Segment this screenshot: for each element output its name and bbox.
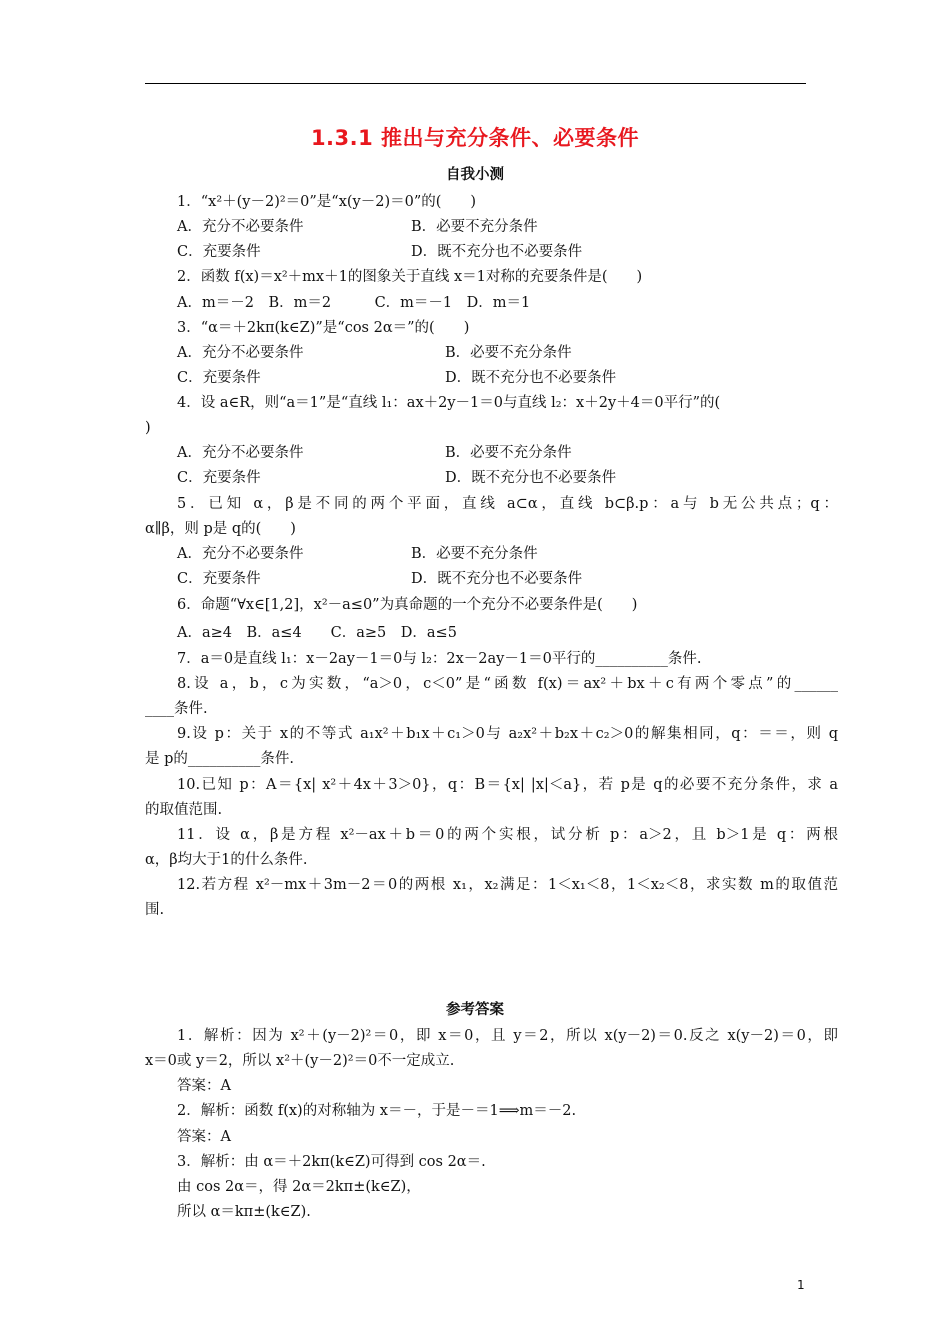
q5-option-d: D．既不充分也不必要条件	[411, 571, 583, 587]
q8-line2: ____条件.	[145, 701, 208, 717]
q12-line2: 围.	[145, 902, 165, 918]
page-number: 1	[797, 1278, 805, 1292]
q10-line1: 10.已知 p：A＝{x| x²＋4x＋3＞0}，q：B＝{x| |x|＜a}，若 p是 q的必要不充分条件，求 a	[177, 777, 838, 793]
q10-line2: 的取值范围.	[145, 802, 223, 818]
q6-options: A．a≥4 B．a≤4 C．a≥5 D．a≤5	[177, 625, 457, 641]
section-heading-self-test: 自我小测	[446, 167, 504, 183]
q3-option-c: C．充要条件	[177, 370, 261, 386]
q1-option-d: D．既不充分也不必要条件	[411, 244, 583, 260]
q11-line2: α，β均大于1的什么条件.	[145, 852, 308, 868]
q1-stem: 1．“x²＋(y－2)²＝0”是“x(y－2)＝0”的( )	[177, 194, 477, 210]
q4-option-b: B．必要不充分条件	[445, 445, 572, 461]
q2-stem: 2．函数 f(x)＝x²＋mx＋1的图象关于直线 x＝1对称的充要条件是( )	[177, 269, 643, 285]
q4-stem-line1: 4．设 a∈R，则“a＝1”是“直线 l₁：ax＋2y－1＝0与直线 l₂：x＋2y＋4＝0平行”的(	[177, 395, 721, 411]
ans2-line1: 2．解析：函数 f(x)的对称轴为 x＝－，于是－＝1⟹m＝－2.	[177, 1103, 577, 1119]
q1-option-a: A．充分不必要条件	[177, 219, 304, 235]
q3-option-b: B．必要不充分条件	[445, 345, 572, 361]
q5-option-a: A．充分不必要条件	[177, 546, 304, 562]
header-rule	[145, 83, 806, 84]
q5-option-c: C．充要条件	[177, 571, 261, 587]
q4-option-d: D．既不充分也不必要条件	[445, 470, 617, 486]
q2-options: A．m＝－2 B．m＝2 C．m＝－1 D．m＝1	[177, 295, 531, 311]
q12-line1: 12.若方程 x²－mx＋3m－2＝0的两根 x₁，x₂满足：1＜x₁＜8，1＜x₂＜8，求实数 m的取值范	[177, 877, 838, 893]
q4-option-a: A．充分不必要条件	[177, 445, 304, 461]
q1-option-b: B．必要不充分条件	[411, 219, 538, 235]
q3-option-a: A．充分不必要条件	[177, 345, 304, 361]
q11-line1: 11．设 α，β是方程 x²－ax＋b＝0的两个实根，试分析 p：a＞2，且 b＞1是 q：两根	[177, 827, 838, 843]
q5-option-b: B．必要不充分条件	[411, 546, 538, 562]
ans3-line3: 所以 α＝kπ±(k∈Z).	[177, 1204, 311, 1220]
q4-stem-line2: )	[145, 420, 151, 436]
q3-option-d: D．既不充分也不必要条件	[445, 370, 617, 386]
q7-stem: 7．a＝0是直线 l₁：x－2ay－1＝0与 l₂：2x－2ay－1＝0平行的__________条件.	[177, 651, 702, 667]
q9-line1: 9.设 p：关于 x的不等式 a₁x²＋b₁x＋c₁＞0与 a₂x²＋b₂x＋c₂＞0的解集相同，q：＝＝，则 q	[177, 726, 838, 742]
ans1-line2: x＝0或 y＝2，所以 x²＋(y－2)²＝0不一定成立.	[145, 1053, 455, 1069]
q5-stem-line2: α∥β，则 p是 q的( )	[145, 521, 296, 537]
ans2-answer: 答案：A	[177, 1129, 231, 1145]
q4-option-c: C．充要条件	[177, 470, 261, 486]
ans3-line1: 3．解析：由 α＝＋2kπ(k∈Z)可得到 cos 2α＝.	[177, 1154, 486, 1170]
q8-line1: 8.设 a，b，c为实数，“a＞0，c＜0”是“函数 f(x)＝ax²＋bx＋c有两个零点”的______	[177, 676, 838, 692]
ans3-line2: 由 cos 2α＝，得 2α＝2kπ±(k∈Z)，	[177, 1179, 421, 1195]
ans1-answer: 答案：A	[177, 1078, 231, 1094]
ans1-line1: 1．解析：因为 x²＋(y－2)²＝0，即 x＝0，且 y＝2，所以 x(y－2)＝0.反之 x(y－2)＝0，即	[177, 1028, 838, 1044]
q3-stem: 3．“α＝＋2kπ(k∈Z)”是“cos 2α＝”的( )	[177, 320, 470, 336]
section-heading-answers: 参考答案	[446, 1002, 504, 1018]
q9-line2: 是 p的__________条件.	[145, 751, 294, 767]
page-title: 1.3.1 推出与充分条件、必要条件	[310, 126, 640, 150]
q1-option-c: C．充要条件	[177, 244, 261, 260]
q5-stem-line1: 5．已知 α，β是不同的两个平面，直线 a⊂α，直线 b⊂β.p：a与 b无公共点；q：	[177, 496, 838, 512]
q6-stem: 6．命题“∀x∈[1,2]，x²－a≤0”为真命题的一个充分不必要条件是( )	[177, 597, 638, 613]
